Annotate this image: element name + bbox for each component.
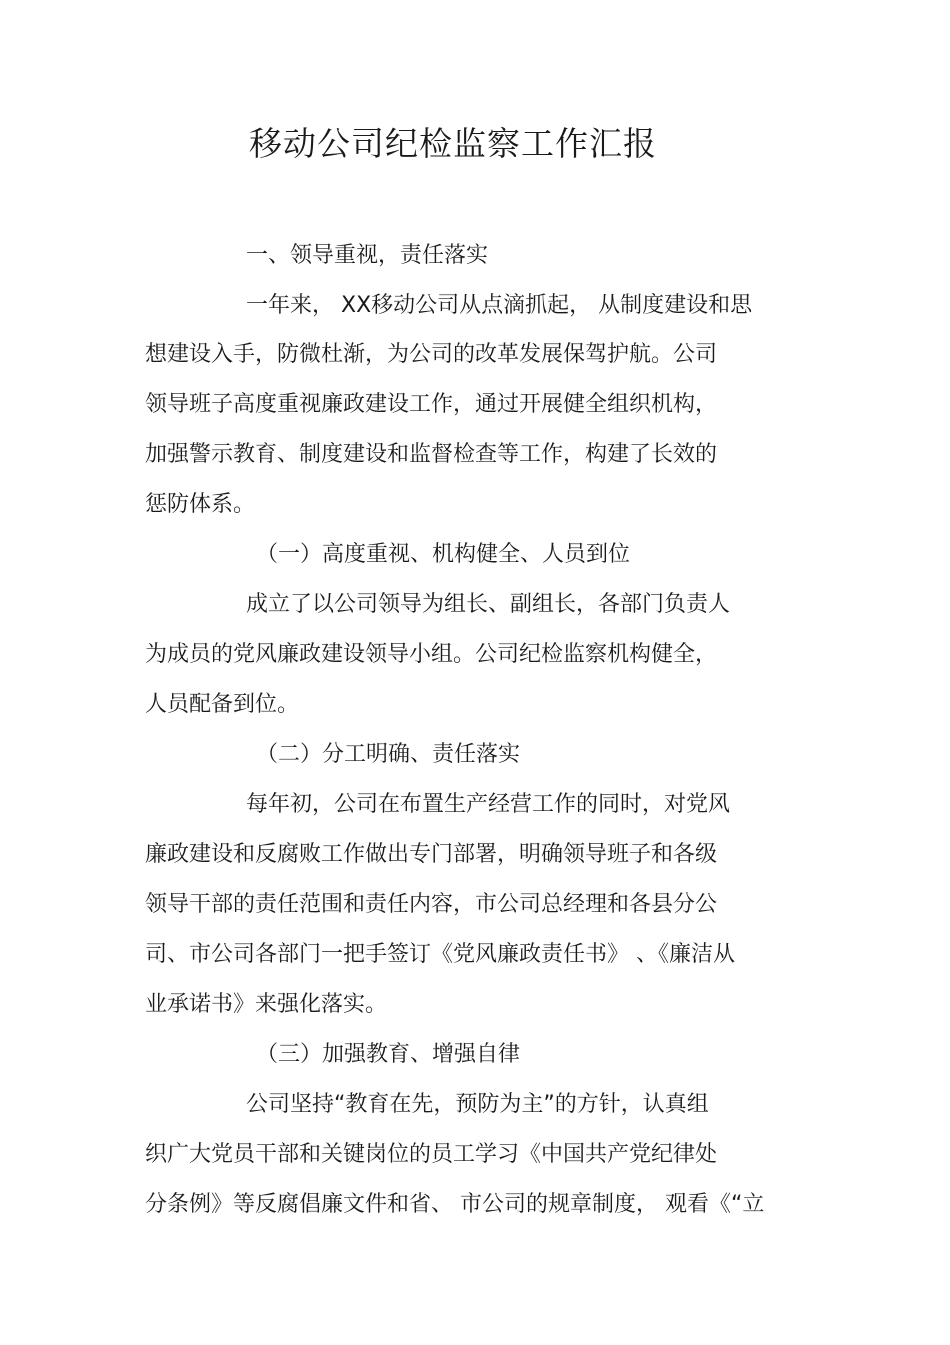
paragraph-line: 成立了以公司领导为组长、副组长，各部门负责人 [246, 592, 731, 617]
subsection-heading: （一）高度重视、机构健全、人员到位 [256, 542, 631, 567]
paragraph-line: 惩防体系。 [145, 492, 256, 517]
paragraph-line: 廉政建设和反腐败工作做出专门部署，明确领导班子和各级 [145, 842, 718, 867]
paragraph-line: 公司坚持“教育在先，预防为主”的方针，认真组 [246, 1092, 709, 1117]
subsection-heading: （三）加强教育、增强自律 [256, 1042, 521, 1067]
paragraph-line: 想建设入手，防微杜渐，为公司的改革发展保驾护航。公司 [145, 342, 718, 367]
paragraph-line: 一年来， XX移动公司从点滴抓起， 从制度建设和思 [246, 293, 753, 318]
paragraph-line: 司、市公司各部门一把手签订《党风廉政责任书》 、《廉洁从 [145, 942, 735, 967]
paragraph-line: 业承诺书》来强化落实。 [145, 992, 388, 1017]
section-heading: 一、领导重视，责任落实 [246, 243, 489, 268]
paragraph-line: 分条例》等反腐倡廉文件和省、 市公司的规章制度， 观看《“立 [145, 1192, 765, 1217]
subsection-heading: （二）分工明确、责任落实 [256, 742, 521, 767]
paragraph-line: 为成员的党风廉政建设领导小组。公司纪检监察机构健全， [145, 642, 718, 667]
document-title: 移动公司纪检监察工作汇报 [249, 124, 657, 163]
paragraph-line: 人员配备到位。 [145, 692, 300, 717]
paragraph-line: 每年初，公司在布置生产经营工作的同时，对党风 [246, 792, 731, 817]
paragraph-line: 织广大党员干部和关键岗位的员工学习《中国共产党纪律处 [145, 1142, 718, 1167]
paragraph-line: 领导班子高度重视廉政建设工作，通过开展健全组织机构， [145, 392, 718, 417]
paragraph-line: 加强警示教育、制度建设和监督检查等工作，构建了长效的 [145, 442, 718, 467]
paragraph-line: 领导干部的责任范围和责任内容，市公司总经理和各县分公 [145, 892, 718, 917]
